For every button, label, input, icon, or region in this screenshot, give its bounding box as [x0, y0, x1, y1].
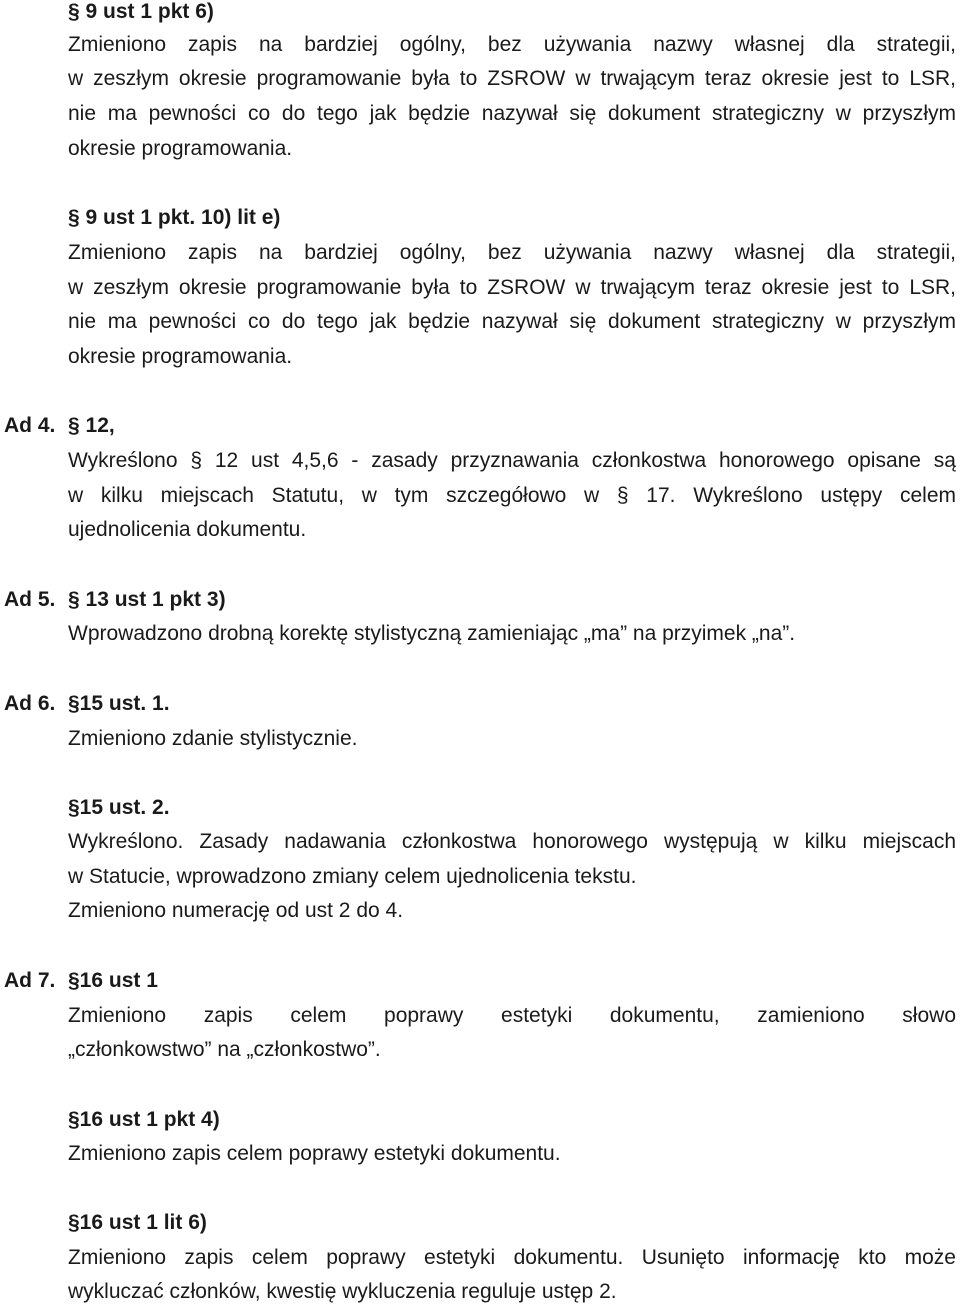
paragraph-line: Zmieniono zapis celem poprawy estetyki dokumentu, zamieniono słowo — [68, 1004, 956, 1027]
paragraph-line: Wprowadzono drobną korektę stylistyczną zamieniając „ma” na przyimek „na”. — [68, 622, 796, 645]
section-heading: § 9 ust 1 pkt. 10) lit e) — [68, 206, 281, 229]
paragraph-line: nie ma pewności co do tego jak będzie nazywał się dokument strategiczny w przyszłym — [68, 102, 956, 125]
paragraph-line: ujednolicenia dokumentu. — [68, 518, 307, 541]
paragraph-line: w Statucie, wprowadzono zmiany celem ujednolicenia tekstu. — [68, 865, 637, 888]
section-heading: § 9 ust 1 pkt 6) — [68, 0, 214, 23]
section-heading: §15 ust. 2. — [68, 796, 170, 819]
paragraph-line: Zmieniono zapis celem poprawy estetyki dokumentu. Usunięto informację kto może — [68, 1246, 956, 1269]
paragraph-line: w zeszłym okresie programowanie była to ZSROW w trwającym teraz okresie jest to LSR, — [68, 276, 956, 299]
ad-label: Ad 6. — [4, 692, 56, 715]
ad-label: Ad 5. — [4, 588, 56, 611]
section-heading: § 12, — [68, 414, 115, 437]
paragraph-line: okresie programowania. — [68, 137, 293, 160]
paragraph-line: Wykreślono. Zasady nadawania członkostwa honorowego występują w kilku miejscach — [68, 830, 956, 853]
section-heading: §16 ust 1 pkt 4) — [68, 1108, 220, 1131]
paragraph-line: okresie programowania. — [68, 345, 293, 368]
paragraph-line: Wykreślono § 12 ust 4,5,6 - zasady przyznawania członkostwa honorowego opisane są — [68, 449, 956, 472]
ad-label: Ad 4. — [4, 414, 56, 437]
paragraph-line: Zmieniono numerację od ust 2 do 4. — [68, 899, 404, 922]
paragraph-line: Zmieniono zapis na bardziej ogólny, bez używania nazwy własnej dla strategii, — [68, 33, 956, 56]
paragraph-line: Zmieniono zapis na bardziej ogólny, bez używania nazwy własnej dla strategii, — [68, 241, 956, 264]
paragraph-line: „członkowstwo” na „członkostwo”. — [68, 1038, 381, 1061]
paragraph-line: w zeszłym okresie programowanie była to ZSROW w trwającym teraz okresie jest to LSR, — [68, 67, 956, 90]
paragraph-line: wykluczać członków, kwestię wykluczenia reguluje ustęp 2. — [68, 1280, 617, 1303]
paragraph-line: nie ma pewności co do tego jak będzie nazywał się dokument strategiczny w przyszłym — [68, 310, 956, 333]
paragraph-line: Zmieniono zapis celem poprawy estetyki dokumentu. — [68, 1142, 561, 1165]
section-heading: § 13 ust 1 pkt 3) — [68, 588, 226, 611]
section-heading: §15 ust. 1. — [68, 692, 170, 715]
section-heading: §16 ust 1 — [68, 969, 158, 992]
paragraph-line: w kilku miejscach Statutu, w tym szczegółowo w § 17. Wykreślono ustępy celem — [68, 484, 956, 507]
section-heading: §16 ust 1 lit 6) — [68, 1211, 207, 1234]
ad-label: Ad 7. — [4, 969, 56, 992]
paragraph-line: Zmieniono zdanie stylistycznie. — [68, 727, 358, 750]
